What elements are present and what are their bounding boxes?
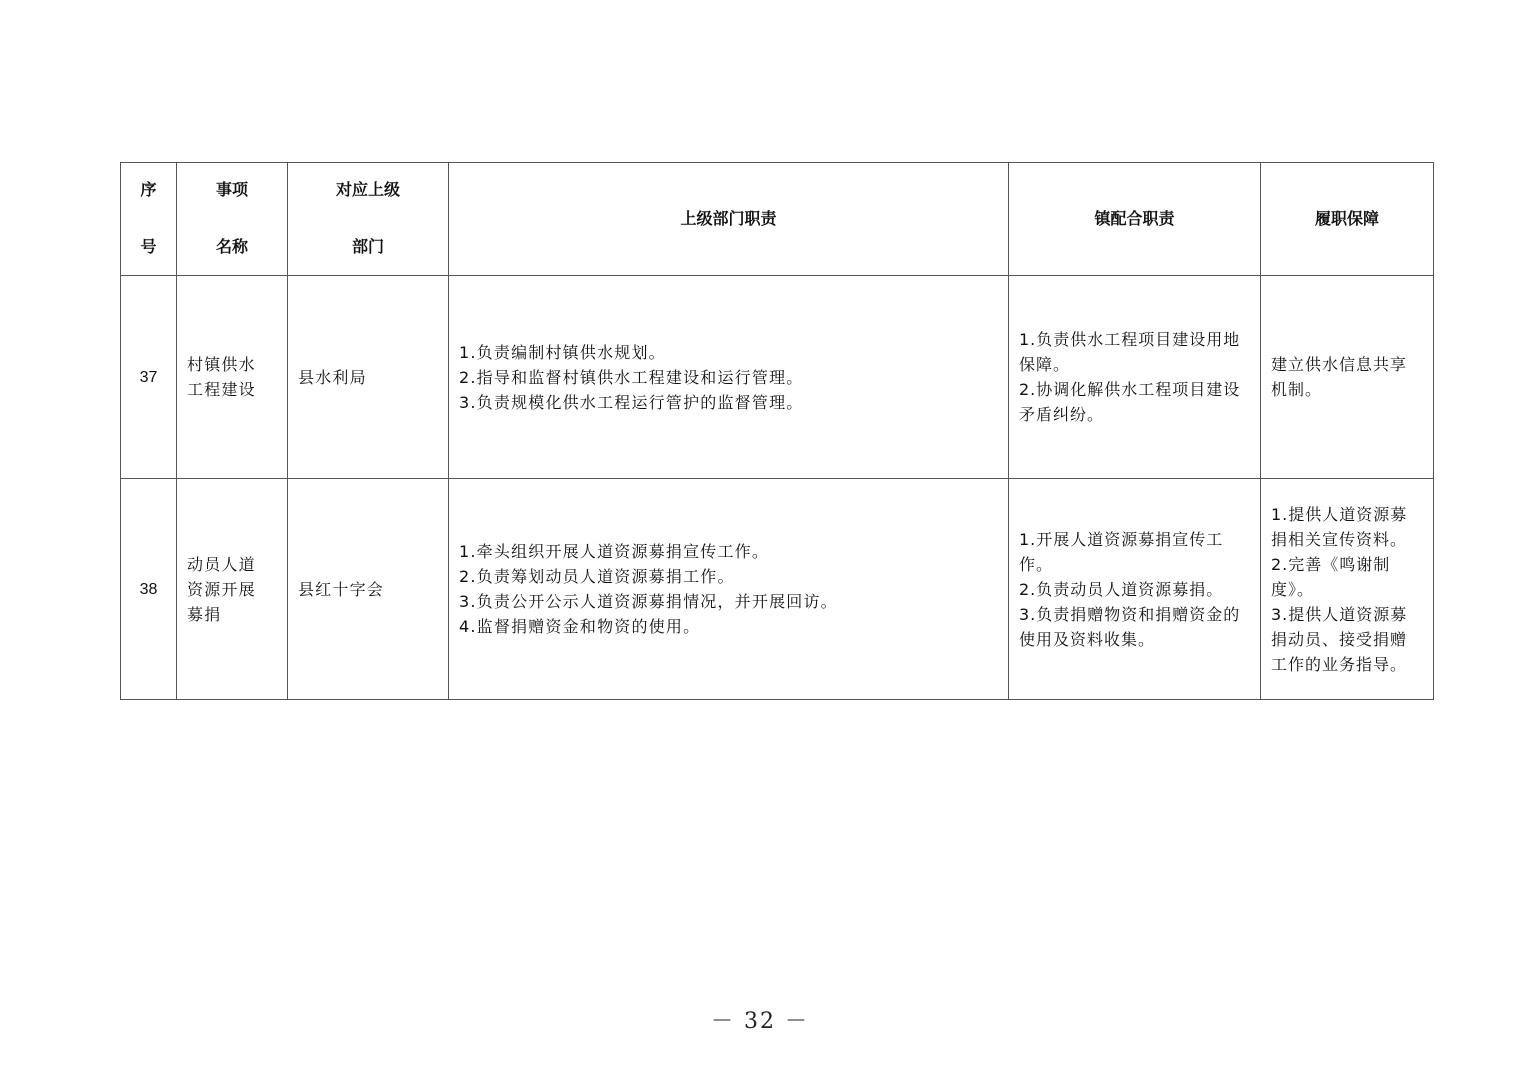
header-dept-bottom: 部门 xyxy=(351,239,384,256)
duty-line: 3.负责规模化供水工程运行管护的监督管理。 xyxy=(459,392,804,412)
duty-table xyxy=(120,162,1434,700)
duty-line: 1.开展人道资源募捐宣传工作。 xyxy=(1019,529,1224,574)
item-name-line: 资源开展 xyxy=(187,579,256,599)
duty-line: 1.负责供水工程项目建设用地保障。 xyxy=(1019,330,1241,374)
guarantee-line: 1.提供人道资源募捐相关宣传资料。 xyxy=(1271,504,1408,549)
page-number: － 32 － xyxy=(711,1009,809,1034)
guarantee-cell xyxy=(1261,479,1434,700)
dept-cell: 县红十字会 xyxy=(288,479,449,700)
guarantee-cell xyxy=(1261,276,1434,479)
header-no xyxy=(121,163,177,276)
header-item xyxy=(177,163,288,276)
header-no-bottom: 号 xyxy=(140,239,157,256)
table-row xyxy=(121,479,1434,700)
item-name-line: 村镇供水 xyxy=(187,355,256,374)
header-dept-top: 对应上级 xyxy=(335,182,400,199)
item-name-line: 动员人道 xyxy=(187,554,256,574)
row-number: 37 xyxy=(121,276,177,479)
town-duty-cell xyxy=(1009,479,1261,700)
header-item-top: 事项 xyxy=(215,182,248,199)
duty-line: 1.负责编制村镇供水规划。 xyxy=(459,342,666,362)
duty-line: 3.负责捐赠物资和捐赠资金的使用及资料收集。 xyxy=(1019,604,1241,649)
item-name-line: 募捐 xyxy=(187,604,222,624)
item-name-cell xyxy=(177,479,288,700)
duty-line: 2.协调化解供水工程项目建设矛盾纠纷。 xyxy=(1019,380,1241,424)
header-item-bottom: 名称 xyxy=(215,239,248,256)
upper-duty-cell xyxy=(449,479,1009,700)
town-duty-cell xyxy=(1009,276,1261,479)
dept-cell: 县水利局 xyxy=(288,276,449,479)
table-row xyxy=(121,276,1434,479)
header-upper-duty: 上级部门职责 xyxy=(449,163,1009,276)
duty-line: 4.监督捐赠资金和物资的使用。 xyxy=(459,617,701,636)
header-no-top: 序 xyxy=(140,182,157,199)
guarantee-line: 建立供水信息共享机制。 xyxy=(1271,355,1408,399)
duty-line: 2.指导和监督村镇供水工程建设和运行管理。 xyxy=(459,367,804,387)
header-dept xyxy=(288,163,449,276)
duty-line: 1.牵头组织开展人道资源募捐宣传工作。 xyxy=(459,542,770,561)
duty-line: 3.负责公开公示人道资源募捐情况，并开展回访。 xyxy=(459,592,838,611)
item-name-line: 工程建设 xyxy=(187,380,256,399)
duty-line: 2.负责动员人道资源募捐。 xyxy=(1019,579,1224,599)
item-name-cell xyxy=(177,276,288,479)
duty-line: 2.负责筹划动员人道资源募捐工作。 xyxy=(459,567,735,586)
header-town-duty: 镇配合职责 xyxy=(1009,163,1261,276)
upper-duty-cell xyxy=(449,276,1009,479)
header-guarantee: 履职保障 xyxy=(1261,163,1434,276)
table-header-row xyxy=(121,163,1434,276)
row-number: 38 xyxy=(121,479,177,700)
guarantee-line: 3.提供人道资源募捐动员、接受捐赠工作的业务指导。 xyxy=(1271,604,1408,674)
guarantee-line: 2.完善《鸣谢制度》。 xyxy=(1271,554,1391,599)
